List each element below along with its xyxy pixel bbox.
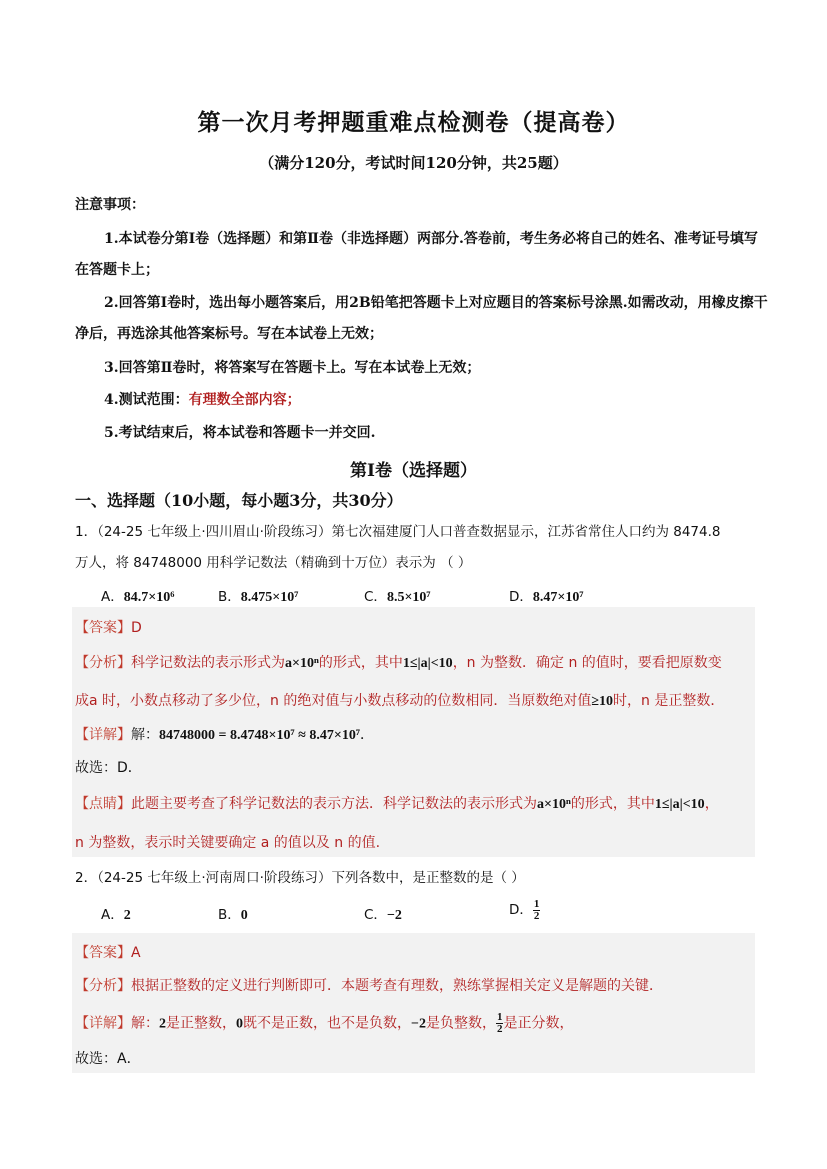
q1-comment-line-2: n 为整数，表示时关键要确定 a 的值以及 n 的值.	[75, 835, 381, 851]
q2-detail	[75, 1012, 573, 1035]
q2-answer	[75, 942, 141, 962]
analysis-text: 的形式，其中	[318, 655, 403, 671]
option-letter: C．	[364, 589, 387, 605]
detail-text: 解：	[131, 1015, 159, 1032]
answer-tag: 【答案】	[75, 945, 131, 961]
q2-solution-box	[72, 933, 755, 1073]
q1-comment-line-1	[75, 793, 719, 813]
section-title: 第Ⅰ卷（选择题）	[350, 461, 477, 481]
detail-tag: 【详解】	[75, 727, 131, 743]
analysis-text: ，n 为整数．确定 n 的值时，要看把原数变	[452, 655, 722, 671]
fraction-denominator: 2	[496, 1023, 503, 1035]
analysis-text: 成a 时，小数点移动了多少位，n 的绝对值与小数点移动的位数相同．当原数绝对值	[75, 693, 592, 709]
notice-item-5: 5.考试结束后，将本试卷和答题卡一并交回.	[104, 425, 376, 441]
detail-number: −2	[411, 1016, 426, 1032]
q1-analysis-line-1	[75, 652, 722, 672]
comment-text: 的形式，其中	[570, 796, 655, 812]
q1-option-b	[218, 585, 298, 606]
notice-item-2: 2.回答第Ⅰ卷时，选出每小题答案后，用2B铅笔把答题卡上对应题目的答案标号涂黑.如需改动，用橡皮擦干	[104, 295, 768, 311]
q1-stem-line-2: 万人，将 84748000 用科学记数法（精确到十万位）表示为 （ ）	[75, 555, 472, 571]
comment-tag: 【点睛】	[75, 796, 131, 812]
detail-text: 是负整数，	[425, 1015, 496, 1032]
q1-stem-line-1: 1．（24-25 七年级上·四川眉山·阶段练习）第七次福建厦门人口普查数据显示，江苏省常住人口约为 8474.8	[75, 524, 721, 540]
option-letter: B．	[218, 589, 241, 605]
q2-stem: 2．（24-25 七年级上·河南周口·阶段练习）下列各数中，是正整数的是（ ）	[75, 870, 525, 886]
detail-text: 是正分数，	[503, 1015, 574, 1032]
analysis-text: 科学记数法的表示形式为	[131, 655, 285, 671]
notice-item-4-prefix: 4.测试范围：	[104, 392, 189, 408]
notice-item-3: 3.回答第Ⅱ卷时，将答案写在答题卡上。写在本试卷上无效；	[104, 360, 481, 376]
option-letter: C．	[364, 907, 387, 923]
notice-item-4-scope: 有理数全部内容；	[188, 392, 301, 408]
detail-tag: 【详解】	[75, 1015, 131, 1032]
option-value: 0	[240, 908, 248, 923]
option-value: −2	[386, 908, 402, 923]
analysis-text: 时，n 是正整数．	[613, 693, 725, 709]
notice-heading: 注意事项：	[75, 197, 145, 213]
option-value: 84.7×10⁶	[123, 590, 175, 605]
detail-number: 0	[236, 1016, 243, 1032]
q2-option-b	[218, 903, 248, 924]
fraction-denominator: 2	[533, 909, 540, 922]
answer-value: D	[131, 620, 142, 636]
option-value: 8.475×10⁷	[240, 590, 299, 605]
analysis-condition: 1≤|a|<10	[402, 656, 453, 671]
option-value: 8.5×10⁷	[386, 590, 431, 605]
notice-item-2-cont: 净后，再选涂其他答案标号。写在本试卷上无效；	[75, 326, 383, 342]
option-letter: A．	[101, 589, 124, 605]
notice-item-4	[104, 389, 301, 409]
analysis-formula: a×10ⁿ	[285, 656, 319, 671]
analysis-tag: 【分析】	[75, 978, 131, 994]
q1-option-d	[509, 585, 584, 606]
detail-text: 既不是正数，也不是负数，	[243, 1015, 411, 1032]
page-subtitle: （满分120分，考试时间120分钟，共25题）	[259, 154, 568, 172]
q1-choose: 故选：D．	[75, 760, 142, 776]
detail-text: 是正整数，	[166, 1015, 236, 1032]
page-title: 第一次月考押题重难点检测卷（提高卷）	[197, 109, 630, 136]
q1-option-a	[101, 585, 174, 606]
detail-text: ．	[360, 727, 375, 743]
detail-equation: 84748000 = 8.4748×10⁷ ≈ 8.47×10⁷	[159, 728, 361, 743]
comment-text: ，	[704, 796, 719, 812]
notice-item-1-cont: 在答题卡上；	[75, 262, 159, 278]
option-letter: A．	[101, 907, 124, 923]
q1-analysis-line-2	[75, 690, 724, 710]
fraction-one-half	[533, 899, 541, 922]
part-title: 一、选择题（10小题，每小题3分，共30分）	[75, 491, 403, 510]
q2-option-a	[101, 903, 131, 924]
q1-answer	[75, 617, 142, 637]
option-letter: D．	[509, 902, 533, 918]
comment-text: 此题主要考查了科学记数法的表示方法．科学记数法的表示形式为	[131, 796, 537, 812]
option-value: 8.47×10⁷	[532, 590, 584, 605]
detail-number: 2	[159, 1016, 166, 1032]
analysis-tag: 【分析】	[75, 655, 131, 671]
answer-value: A	[131, 945, 141, 961]
option-value: 2	[123, 908, 131, 923]
detail-text: 解：	[131, 727, 159, 743]
comment-condition: 1≤|a|<10	[654, 797, 705, 812]
analysis-text: 根据正整数的定义进行判断即可．本题考查有理数，熟练掌握相关定义是解题的关键．	[131, 978, 663, 994]
option-letter: D．	[509, 589, 533, 605]
comment-formula: a×10ⁿ	[537, 797, 571, 812]
fraction-numerator: 1	[533, 897, 540, 910]
q1-detail	[75, 724, 374, 744]
notice-item-1: 1.本试卷分第Ⅰ卷（选择题）和第Ⅱ卷（非选择题）两部分.答卷前，考生务必将自己的姓名、准考证号填写	[104, 231, 758, 247]
option-letter: B．	[218, 907, 241, 923]
q2-analysis	[75, 975, 663, 995]
q1-option-c	[364, 585, 431, 606]
answer-tag: 【答案】	[75, 620, 131, 636]
analysis-formula: ≥10	[591, 694, 614, 709]
fraction-numerator: 1	[496, 1011, 503, 1023]
q2-option-d	[509, 898, 540, 922]
q2-choose: 故选：A．	[75, 1051, 141, 1067]
q2-option-c	[364, 903, 402, 924]
